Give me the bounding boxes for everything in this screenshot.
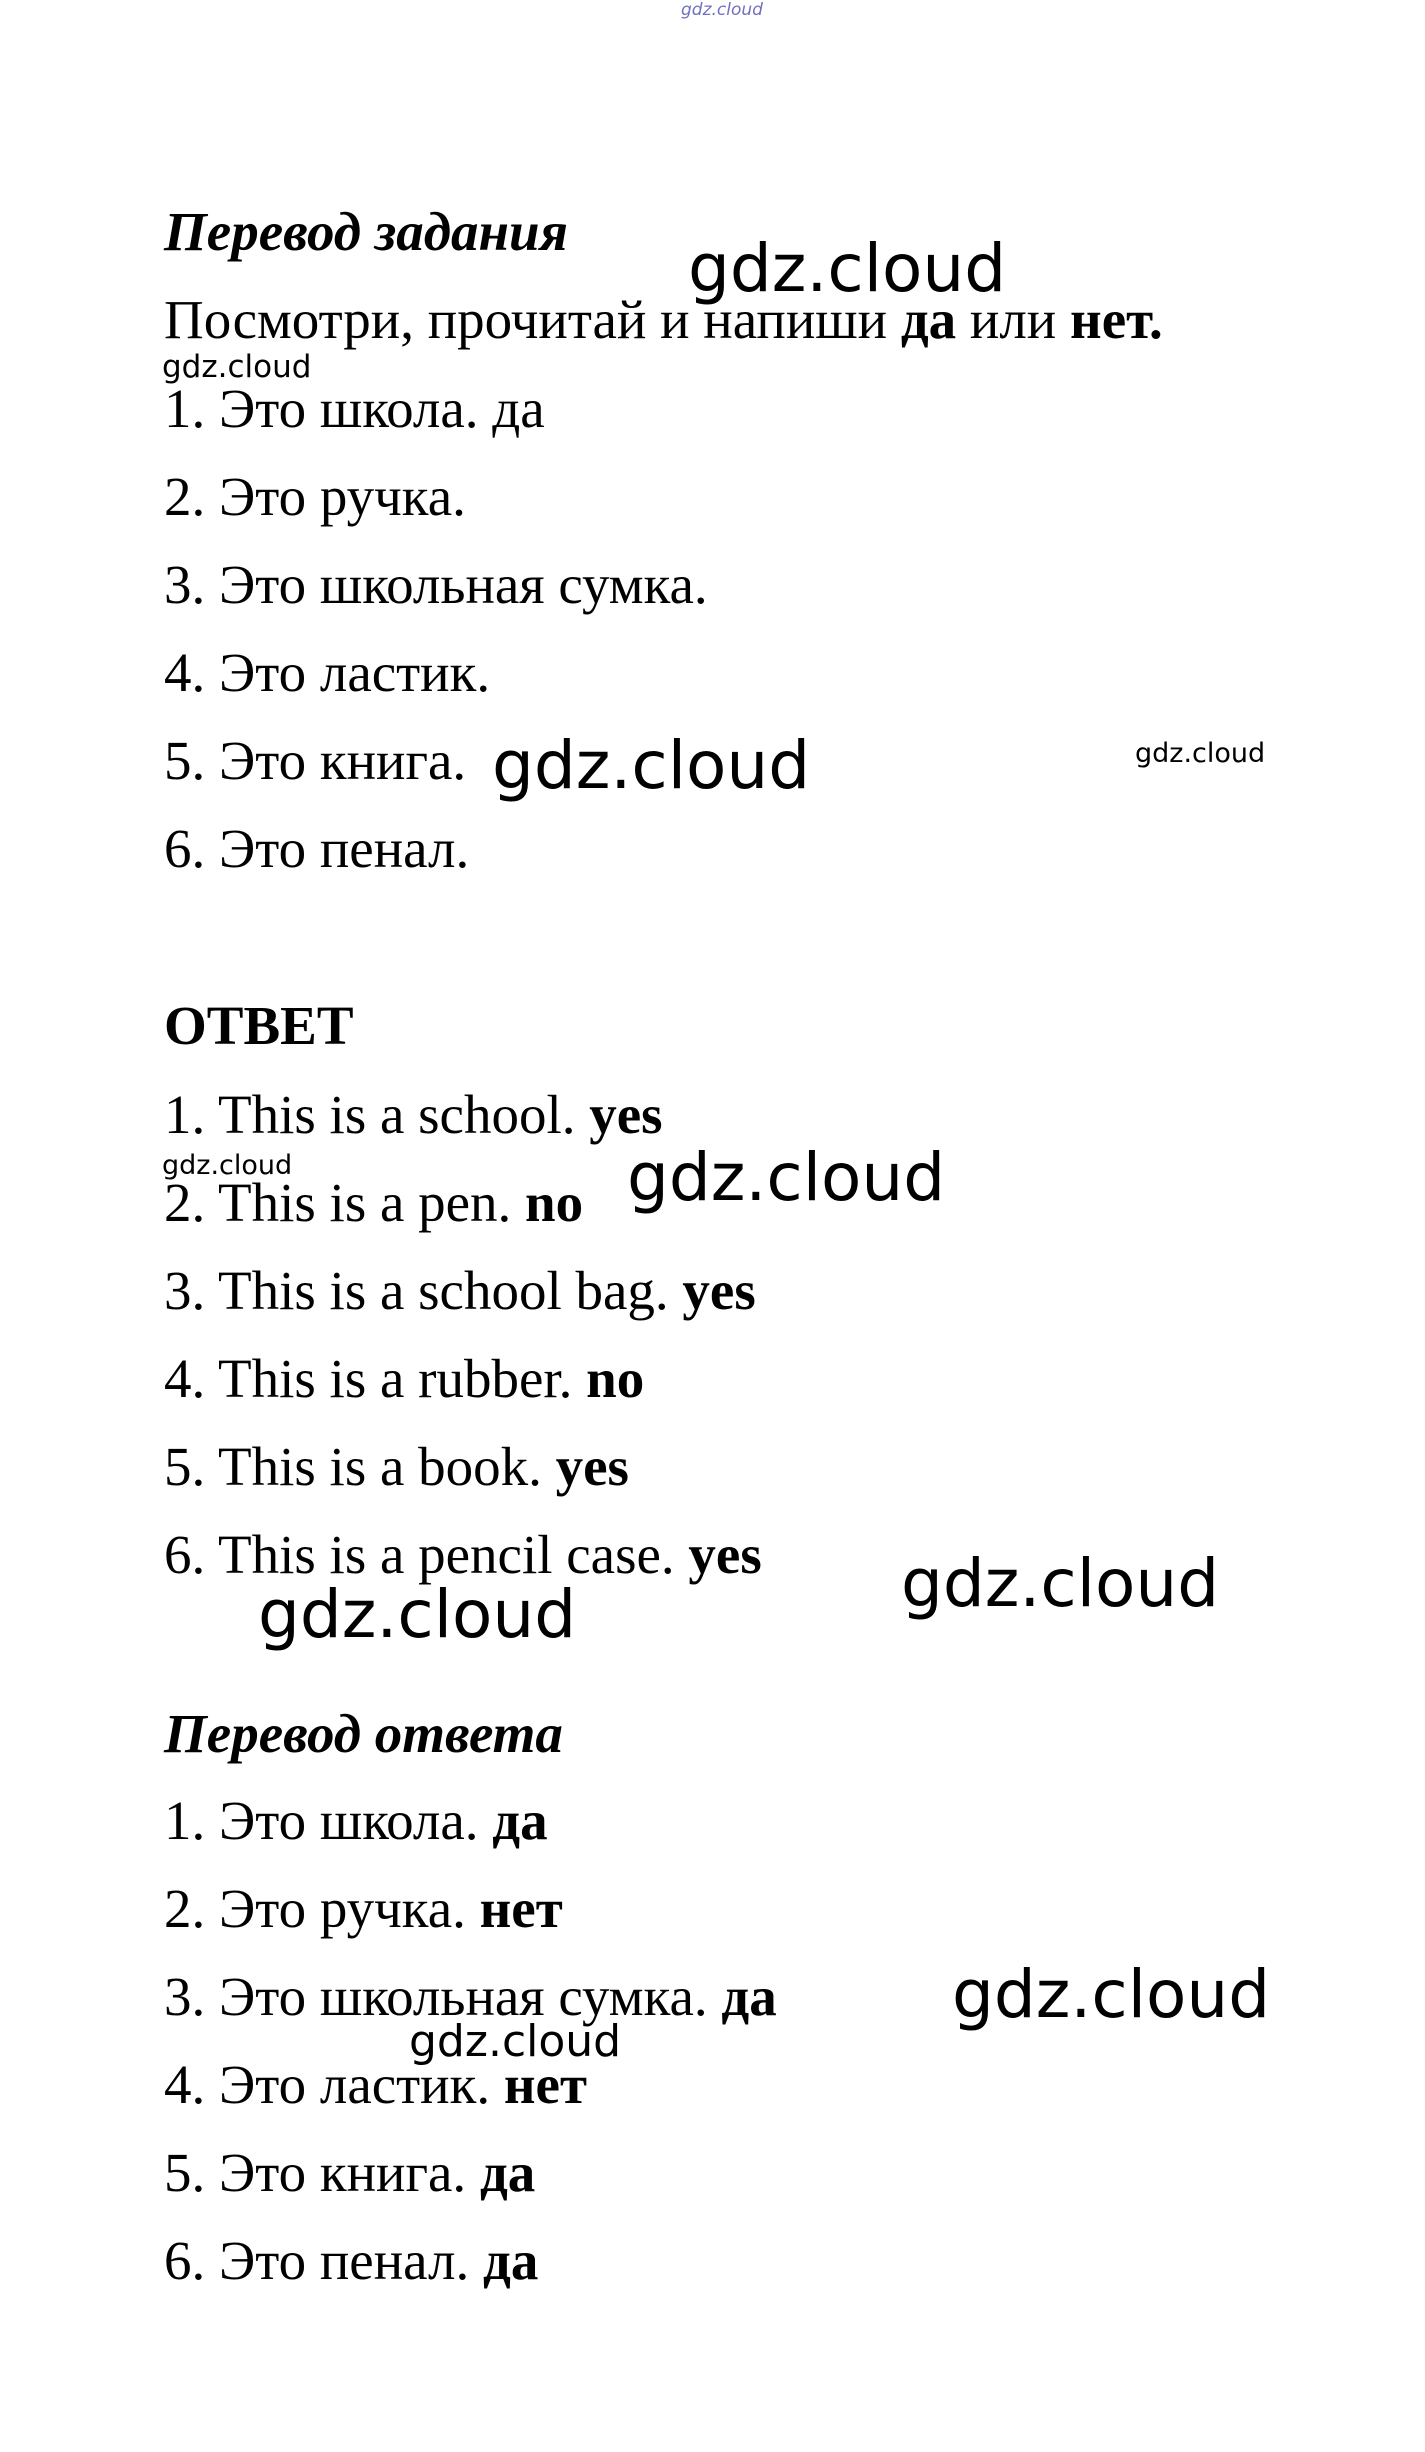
answer-item-text: 6. This is a pencil case. xyxy=(164,1524,689,1585)
answer-item-4 xyxy=(164,1348,645,1409)
watermark: gdz.cloud xyxy=(162,1150,293,1181)
task-translation-heading: Перевод задания xyxy=(164,201,568,262)
answer-item-3 xyxy=(164,1260,756,1321)
answer-item-text: 5. This is a book. xyxy=(164,1436,556,1497)
answer-translation-item-1 xyxy=(164,1790,548,1851)
answer-item-mark: yes xyxy=(589,1084,663,1145)
task-item-1: 1. Это школа. да xyxy=(164,378,545,439)
answer-translation-mark: да xyxy=(492,1790,548,1851)
watermark: gdz.cloud xyxy=(409,2016,622,2067)
answer-item-text: 2. This is a pen. xyxy=(164,1172,526,1233)
instruction-no: нет. xyxy=(1070,289,1163,350)
watermark: gdz.cloud xyxy=(258,1576,577,1653)
answer-translation-text: 1. Это школа. xyxy=(164,1790,493,1851)
answer-heading: ОТВЕТ xyxy=(164,995,354,1056)
answer-translation-text: 5. Это книга. xyxy=(164,2142,480,2203)
watermark: gdz.cloud xyxy=(162,349,312,385)
answer-item-2 xyxy=(164,1172,584,1233)
answer-translation-text: 2. Это ручка. xyxy=(164,1878,480,1939)
answer-item-text: 1. This is a school. xyxy=(164,1084,590,1145)
watermark: gdz.cloud xyxy=(627,1139,946,1216)
answer-item-1 xyxy=(164,1084,663,1145)
answer-item-mark: yes xyxy=(682,1260,756,1321)
instruction-start: Посмотри, прочитай и напиши xyxy=(164,289,901,350)
watermark: gdz.cloud xyxy=(688,230,1007,307)
instruction-or: или xyxy=(956,289,1070,350)
watermark: gdz.cloud xyxy=(1135,738,1266,769)
answer-translation-text: 6. Это пенал. xyxy=(164,2230,483,2291)
answer-translation-mark: да xyxy=(483,2230,539,2291)
answer-item-mark: yes xyxy=(688,1524,762,1585)
answer-item-text: 4. This is a rubber. xyxy=(164,1348,587,1409)
answer-translation-mark: нет xyxy=(503,2054,587,2115)
watermark: gdz.cloud xyxy=(952,1956,1271,2033)
task-item-6: 6. Это пенал. xyxy=(164,818,470,879)
answer-translation-mark: нет xyxy=(479,1878,563,1939)
answer-translation-text: 4. Это ластик. xyxy=(164,2054,504,2115)
answer-translation-item-6 xyxy=(164,2230,539,2291)
answer-item-text: 3. This is a school bag. xyxy=(164,1260,683,1321)
task-instruction xyxy=(164,289,1163,350)
answer-translation-item-2 xyxy=(164,1878,563,1939)
answer-translation-mark: да xyxy=(721,1966,777,2027)
task-item-3: 3. Это школьная сумка. xyxy=(164,554,708,615)
answer-translation-mark: да xyxy=(479,2142,536,2203)
watermark: gdz.cloud xyxy=(901,1545,1220,1622)
answer-item-6 xyxy=(164,1524,762,1585)
watermark: gdz.cloud xyxy=(492,727,811,804)
answer-translation-item-5 xyxy=(164,2142,536,2203)
answer-item-mark: no xyxy=(525,1172,584,1233)
task-item-5: 5. Это книга. xyxy=(164,730,467,791)
answer-item-5 xyxy=(164,1436,629,1497)
task-item-4: 4. Это ластик. xyxy=(164,642,491,703)
answer-item-mark: no xyxy=(586,1348,645,1409)
answer-translation-text: 3. Это школьная сумка. xyxy=(164,1966,722,2027)
answer-item-mark: yes xyxy=(555,1436,629,1497)
watermark-top: gdz.cloud xyxy=(681,0,763,20)
instruction-yes: да xyxy=(900,289,957,350)
answer-translation-heading: Перевод ответа xyxy=(164,1703,563,1764)
task-item-2: 2. Это ручка. xyxy=(164,466,466,527)
